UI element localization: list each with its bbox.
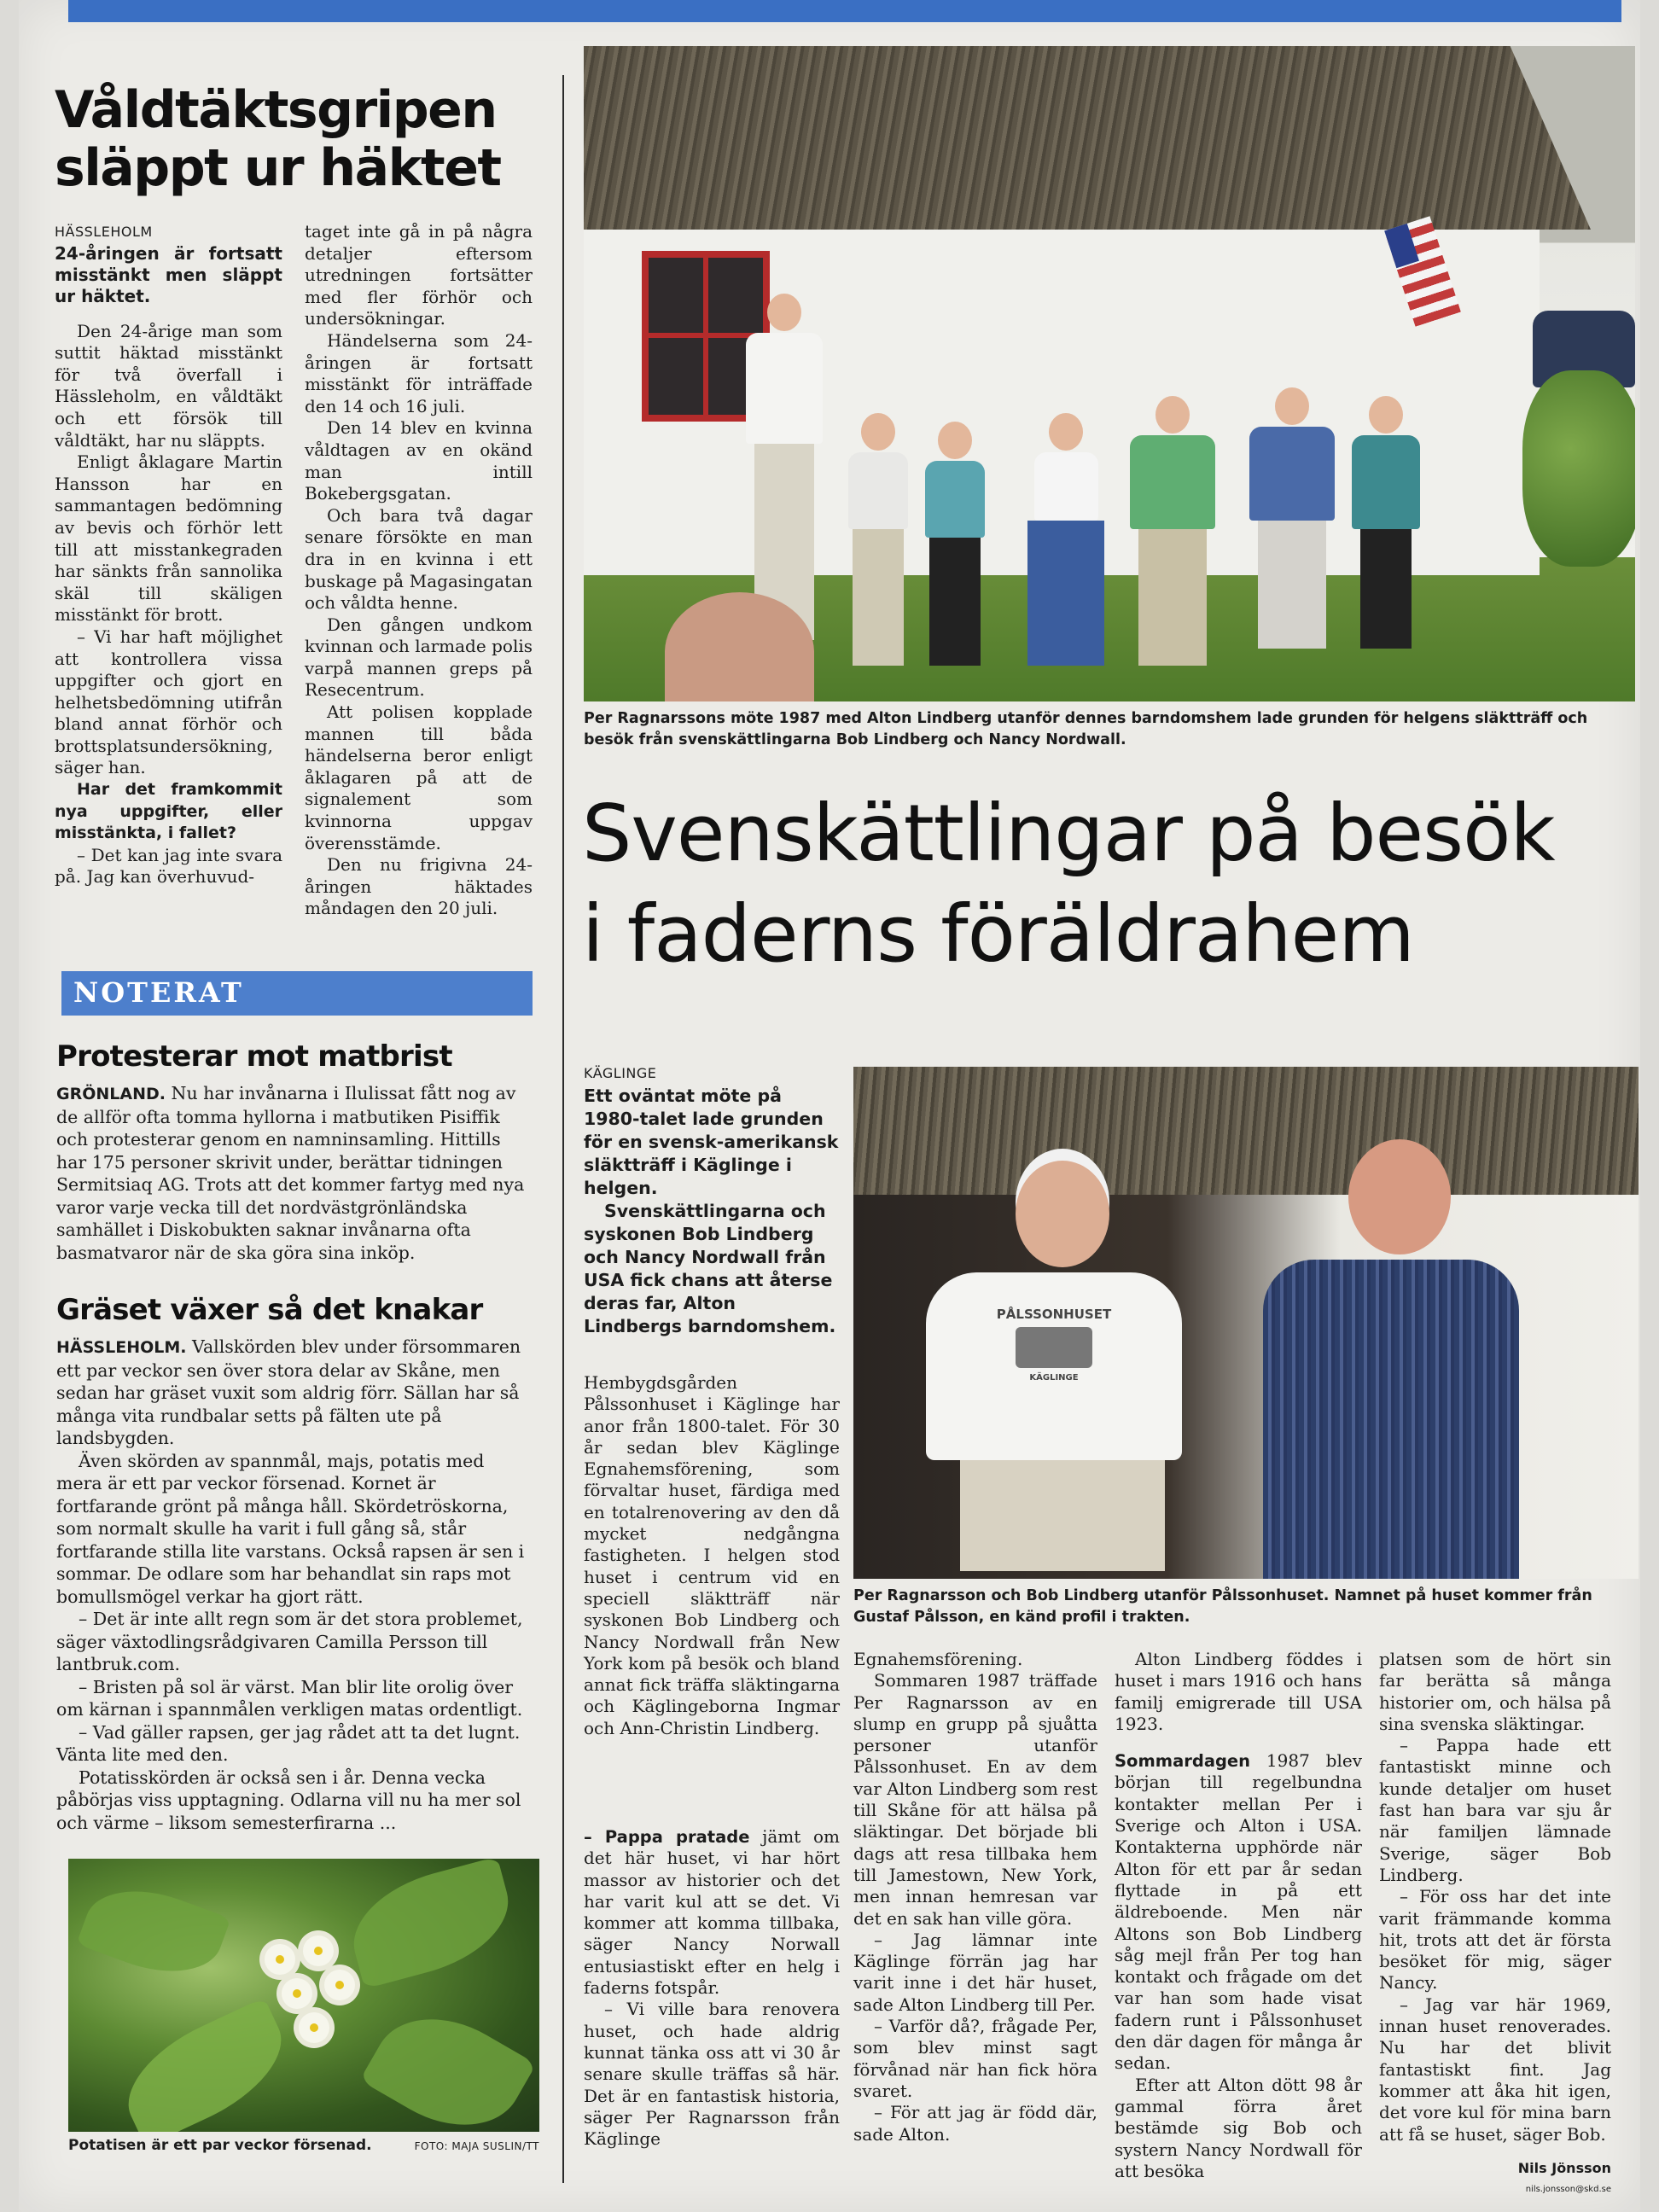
dateline: HÄSSLEHOLM	[55, 224, 153, 240]
note-place: HÄSSLEHOLM.	[56, 1338, 187, 1357]
left-story-column-2	[305, 221, 533, 920]
paragraph: – Jag var här 1969, innan huset renoverades. Nu har det blivit fantastiskt fint. Jag kommer att åka hit igen, det vore kul för mina barn att få se huset, säger Bob.	[1379, 1994, 1611, 2145]
noterat-section-header: NOTERAT	[61, 971, 533, 1016]
standing-man	[746, 294, 823, 640]
interview-question: Har det framkommit nya uppgifter, eller misstänkta, i fallet?	[55, 780, 282, 843]
left-story	[55, 81, 533, 920]
paragraph: Och bara två dagar senare försökte en man dra in en kvinna i ett buskage på Magasingatan och våldta henne.	[305, 504, 533, 614]
flower	[299, 2012, 329, 2043]
paragraph: – Jag lämnar inte Käglinge förrän jag har varit inne i det här huset, sade Alton Lindberg till Per.	[853, 1929, 1097, 2015]
paragraph: Sommaren 1987 träffade Per Ragnarsson av en slump en grupp på sjuåtta personer utanför Pålssonhuset. En av dem var Alton Lindberg som rest till Skåne för att hälsa på släktingar. Det började bli dags att resa tillbaka hem till Jamestown, New York, men innan hemresan var det en sak han ville göra.	[853, 1670, 1097, 1929]
body-text	[584, 1372, 840, 1739]
paragraph: taget inte gå in på några detaljer eftersom utredningen fortsätter med fler förhör och undersökningar.	[305, 221, 533, 329]
main-story-column-1-continued	[584, 1826, 840, 2150]
left-story-column-1	[55, 221, 282, 920]
main-story-column-3	[1115, 1649, 1362, 2200]
ingress: 24-åringen är fortsatt misstänkt men släppt ur häktet.	[55, 242, 282, 306]
main-headline	[582, 783, 1640, 985]
photo1-caption: Per Ragnarssons möte 1987 med Alton Lindberg utanför dennes barndomshem lade grunden för helgens släktträff och besök från svenskättlingarna Bob Lindberg och Nancy Nordwall.	[584, 710, 1588, 748]
main-story-column-2	[853, 1649, 1097, 2200]
flower	[303, 1936, 334, 1966]
shirt-print-sub: KÄGLINGE	[1029, 1373, 1079, 1382]
top-color-bar	[68, 0, 1621, 22]
paragraph: Den 24-årige man som suttit häktad misstänkt för två överfall i Hässleholm, en våldtäkt och ett försök till våldtäkt, har nu släppts.	[55, 320, 282, 451]
seated-person	[1130, 396, 1215, 666]
paragraph: – Det är inte allt regn som är det stora problemet, säger växtodlingsrådgivaren Camilla Persson till lantbruk.com.	[56, 1609, 523, 1674]
note-body	[56, 1082, 534, 1264]
photo2-caption: Per Ragnarsson och Bob Lindberg utanför Pålssonhuset. Namnet på huset kommer från Gustaf Pålsson, en känd profil i trakten.	[853, 1587, 1592, 1626]
potato-caption-row	[68, 2137, 539, 2154]
flower	[282, 1978, 312, 2009]
photo-caption: Potatisen är ett par veckor försenad.	[68, 2137, 372, 2154]
byline-email: nils.jonsson@skd.se	[1525, 2185, 1611, 2195]
paragraph: Potatisskörden är också sen i år. Denna vecka påbörjas viss upptagning. Odlarna vill nu ha mer sol och värme – liksom semesterfirarna ...	[56, 1767, 521, 1833]
lead-word: Sommardagen	[1115, 1751, 1251, 1772]
paragraph: – Vad gäller rapsen, ger jag rådet att ta det lugnt. Vänta lite med den.	[56, 1721, 521, 1765]
leaf	[76, 1871, 230, 1990]
man-striped-shirt	[1263, 1131, 1536, 1579]
story-columns	[853, 1649, 1611, 2200]
paragraph: – Vi har haft möjlighet att kontrollera vissa uppgifter och gjort en helhetsbedömning utifrån bland annat förhör och brottsplatsundersökning, säger han.	[55, 626, 282, 778]
paragraph: Även skörden av spannmål, majs, potatis med mera är ett par veckor försenad. Kornet är fortfarande grönt på många håll. Skördetröskorna, som normalt skulle ha varit i full gång så, står fortfarande stilla lite varstans. Också rapsen är sen i sommar. De odlare som har behandlat sin raps mot bomullsmögel verkar ha gjort rätt.	[56, 1450, 525, 1607]
paragraph: Den gången undkom kvinnan och larmade polis varpå mannen greps på Resecentrum.	[305, 614, 533, 701]
note-body	[56, 1336, 534, 1834]
note-text: Nu har invånarna i Ilulissat fått nog av de allför ofta tomma hyllorna i matbutiken Pisiffik och protesterar genom en namninsamling. Hittills har 175 personer skrivit under, berättar tidningen Sermitsiaq AG. Trots att det kommer fartyg med nya varor varje vecka till det nordvästgrönländska samhället i Diskobukten saknar invånarna ofta basmatvaror när de ska göra sina inköp.	[56, 1083, 525, 1263]
paragraph: – Vi ville bara renovera huset, och hade aldrig kunnat tänka oss att vi 30 år senare skulle träffas så här. Det är en fantastisk historia, säger Per Ragnarsson från Käglinge	[584, 1999, 840, 2150]
hedge	[1522, 370, 1635, 567]
main-story-column-1	[584, 1065, 840, 1739]
seated-person	[1249, 387, 1335, 649]
lead-word: – Pappa pratade	[584, 1827, 750, 1847]
ingress-paragraph: Svenskättlingarna och syskonen Bob Lindberg och Nancy Nordwall från USA fick chans att återse deras far, Alton Lindbergs barndomshem.	[584, 1201, 836, 1336]
paragraph: Hembygdsgården Pålssonhuset i Käglinge har anor från 1800-talet. För 30 år sedan blev Käglinge Egnahemsförening, som förvaltar huset, färdiga med en totalrenovering av den då mycket nedgångna fastigheten. I helgen stod huset i centrum vid en speciell släktträff när syskonen Bob Lindberg och Nancy Nordwall från New York kom på besök och bland annat fick träffa släktingarna och Käglingeborna Ingmar och Ann-Christin Lindberg.	[584, 1372, 840, 1738]
paragraph: – Bristen på sol är värst. Man blir lite orolig över om kärnan i spannmålen verkligen matas ordentligt.	[56, 1676, 523, 1720]
column-divider	[562, 75, 564, 2183]
group-photo	[584, 46, 1635, 701]
potato-flower-photo	[68, 1859, 539, 2132]
note-heading: Protesterar mot matbrist	[56, 1039, 452, 1074]
seated-person	[848, 413, 908, 666]
byline: Nils Jönsson	[1517, 2159, 1611, 2176]
paragraph: platsen som de hört sin far berätta så många historier om, och hälsa på sina svenska släktingar.	[1379, 1649, 1611, 1734]
thatched-roof	[584, 46, 1591, 230]
left-headline	[55, 81, 533, 197]
paragraph: – För oss har det inte varit främmande komma hit, trots att det är första besöket för mig, säger Nancy.	[1379, 1886, 1611, 1994]
paragraph: Egnahemsförening.	[853, 1649, 1023, 1669]
noterat-section	[56, 1039, 534, 1834]
paragraph: Att polisen kopplade mannen till båda händelserna beror enligt åklagaren på att de signalement som kvinnorna uppgav överensstämde.	[305, 701, 533, 853]
paragraph: – Pappa hade ett fantastiskt minne och kunde detaljer om huset fast han bara var sju år när familjen lämnade Sverige, säger Bob Lindberg.	[1379, 1735, 1611, 1885]
paragraph: Den 14 blev en kvinna våldtagen av en okänd man intill Bokebergsgatan.	[305, 417, 533, 504]
shirt-graphic	[1016, 1327, 1092, 1368]
photo-credit: FOTO: MAJA SUSLIN/TT	[414, 2140, 539, 2152]
two-men-photo	[853, 1067, 1639, 1579]
leaf	[341, 1859, 521, 1989]
ingress-paragraph: Ett oväntat möte på 1980-talet lade grunden för en svensk-amerikansk släktträff i Käglinge i helgen.	[584, 1086, 839, 1198]
leaf	[109, 1997, 300, 2132]
dateline: KÄGLINGE	[584, 1065, 657, 1081]
paragraph: 1987 blev början till regelbundna kontakter mellan Per i Sverige och Alton i USA. Kontakterna upphörde när Alton för ett par år sedan flyttade in på ett äldreboende. Men när Altons son Bob Lindberg såg mejl från Per tog han kontakt och frågade om det var han som hade visat fadern runt i Pålssonhuset den där dagen för många år sedan.	[1115, 1750, 1362, 2074]
paragraph: – För att jag är född där, sade Alton.	[853, 2102, 1097, 2145]
headline-line-1: Våldtäktsgripen	[55, 80, 497, 140]
paragraph: Enligt åklagare Martin Hansson har en sammantagen bedömning av bevis och förhör lett till att misstankegraden har sänkts från sannolika skäl till skäligen misstänkt för brott.	[55, 451, 282, 626]
paragraph: Händelserna som 24-åringen är fortsatt misstänkt för inträffade den 14 och 16 juli.	[305, 329, 533, 416]
newspaper-page	[19, 0, 1640, 2212]
leaf	[359, 1992, 536, 2132]
ingress	[584, 1085, 840, 1338]
man-white-shirt	[926, 1144, 1199, 1579]
paragraph: jämt om det här huset, vi har hört massor av historier och det har varit kul att se det. Vi kommer att komma tillbaka, säger Nancy Norwall entusiastiskt efter en helg i faderns fotspår.	[584, 1826, 840, 1999]
paragraph: Efter att Alton dött 98 år gammal förra året bestämde sig Bob och systern Nancy Nordwall för att besöka	[1115, 2074, 1362, 2181]
headline-line-2: i faderns föräldrahem	[582, 888, 1414, 980]
flower	[324, 1970, 355, 2000]
paragraph: Den nu frigivna 24-åringen häktades måndagen den 20 juli.	[305, 854, 533, 919]
paragraph: – Varför då?, frågade Per, som blev minst sagt förvånad när han fick höra svaret.	[853, 2016, 1097, 2101]
headline-line-1: Svenskättlingar på besök	[582, 788, 1555, 879]
flower	[265, 1944, 295, 1975]
seated-person	[925, 422, 985, 666]
paragraph: – Det kan jag inte svara på. Jag kan överhuvud-	[55, 844, 282, 888]
foreground-head	[665, 592, 814, 701]
headline-line-2: släppt ur häktet	[55, 138, 501, 198]
note-place: GRÖNLAND.	[56, 1085, 166, 1103]
note-heading: Gräset växer så det knakar	[56, 1293, 483, 1327]
note-text: Vallskörden blev under försommaren ett par veckor sen över stora delar av Skåne, men sedan har gräset vuxit som aldrig förr. Sällan har så många vita rundbalar setts på fälten ute på landsbygden.	[56, 1336, 521, 1448]
paragraph: Alton Lindberg föddes i huset i mars 1916 och hans familj emigrerade till USA 1923.	[1115, 1649, 1362, 1734]
shirt-print: PÅLSSONHUSET	[996, 1307, 1112, 1322]
seated-person	[1027, 413, 1104, 666]
seated-person	[1352, 396, 1420, 649]
main-story-column-4	[1379, 1649, 1611, 2200]
